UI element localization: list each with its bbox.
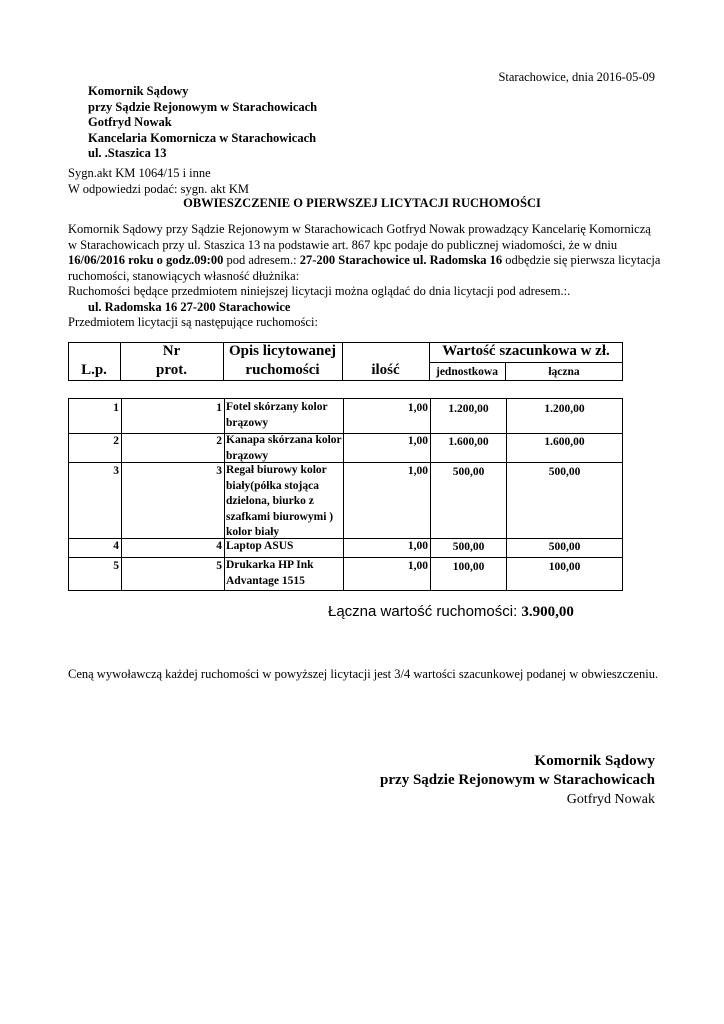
cell-lp: 3: [69, 462, 122, 538]
footer-line-2: przy Sądzie Rejonowym w Starachowicach: [380, 772, 655, 788]
cell-nr: 2: [122, 432, 225, 462]
cell-jednostkowa: 1.200,00: [431, 399, 507, 433]
document-date: Starachowice, dnia 2016-05-09: [498, 70, 655, 84]
body-line-4: ruchomości, stanowiących własność dłużnika:: [68, 268, 300, 283]
cell-opis: Fotel skórzany kolor brązowy: [225, 399, 344, 433]
cell-nr: 1: [122, 399, 225, 433]
total-value: [328, 603, 574, 621]
col-nr-header-bottom: prot.: [156, 362, 187, 378]
col-opis-header-top: Opis licytowanej: [228, 343, 337, 359]
cell-ilosc: 1,00: [344, 432, 431, 462]
body-line-1: Komornik Sądowy przy Sądzie Rejonowym w Starachowicach Gotfryd Nowak prowadzący Kancelarię Komorniczą: [68, 222, 651, 236]
reply-reference: W odpowiedzi podać: sygn. akt KM: [68, 181, 249, 196]
body-line-3-end: odbędzie się pierwsza licytacja: [502, 253, 661, 267]
cell-opis: Laptop ASUS: [225, 538, 344, 557]
bailiff-header: [88, 84, 317, 162]
col-jednostkowa-header: jednostkowa: [436, 366, 498, 378]
header-divider: [429, 362, 623, 363]
footer-line-3: Gotfryd Nowak: [566, 792, 655, 807]
case-reference: [68, 166, 249, 197]
body-line-3: [68, 253, 660, 269]
body-line-2: w Starachowicach przy ul. Staszica 13 na podstawie art. 867 kpc podaje do publicznej wiadomości, że w dniu: [68, 237, 618, 252]
cell-laczna: 100,00: [507, 557, 623, 590]
table-row: [68, 557, 623, 591]
cell-nr: 3: [122, 462, 225, 538]
body-line-3-mid: pod adresem.:: [223, 253, 300, 267]
col-laczna-header: łączna: [548, 366, 580, 378]
starting-price-note: Ceną wywoławczą każdej ruchomości w powyższej licytacji jest 3/4 wartości szacunkowej podanej w obwieszczeniu.: [68, 667, 659, 681]
body-line-7: Przedmiotem licytacji są następujące ruchomości:: [68, 315, 318, 329]
cell-lp: 2: [69, 432, 122, 462]
cell-jednostkowa: 1.600,00: [431, 432, 507, 462]
auction-address: 27-200 Starachowice ul. Radomska 16: [299, 253, 503, 267]
table-row: [68, 538, 623, 558]
cell-lp: 4: [69, 538, 122, 557]
footer-line-1: Komornik Sądowy: [534, 753, 655, 769]
col-ilosc-header: ilość: [371, 362, 400, 378]
cell-lp: 1: [69, 399, 122, 433]
signature-block: [380, 752, 655, 809]
cell-laczna: 1.600,00: [507, 432, 623, 462]
cell-ilosc: 1,00: [344, 462, 431, 538]
cell-nr: 5: [122, 557, 225, 590]
cell-ilosc: 1,00: [344, 557, 431, 590]
document-title: OBWIESZCZENIE O PIERWSZEJ LICYTACJI RUCHOMOŚCI: [183, 196, 541, 210]
cell-nr: 4: [122, 538, 225, 557]
viewing-address: ul. Radomska 16 27-200 Starachowice: [88, 299, 291, 314]
cell-laczna: 500,00: [507, 462, 623, 538]
header-line-4: Kancelaria Komornicza w Starachowicach: [88, 130, 317, 145]
header-line-3: Gotfryd Nowak: [88, 115, 172, 129]
cell-lp: 5: [69, 557, 122, 590]
cell-jednostkowa: 100,00: [431, 557, 507, 590]
table-row: [68, 462, 623, 539]
cell-laczna: 1.200,00: [507, 399, 623, 433]
table-row: [68, 398, 623, 434]
case-number: Sygn.akt KM 1064/15 i inne: [68, 166, 211, 180]
cell-laczna: 500,00: [507, 538, 623, 557]
cell-opis: Regał biurowy kolor biały(półka stojąca dzielona, biurko z szafkami biurowymi ) kolor biały: [225, 462, 344, 538]
cell-jednostkowa: 500,00: [431, 538, 507, 557]
body-text: [68, 222, 660, 331]
cell-ilosc: 1,00: [344, 399, 431, 433]
col-nr-header-top: Nr: [162, 343, 181, 359]
table-row: [68, 432, 623, 463]
header-line-5: ul. .Staszica 13: [88, 146, 167, 160]
header-line-1: Komornik Sądowy: [88, 84, 189, 98]
header-line-2: przy Sądzie Rejonowym w Starachowicach: [88, 99, 318, 114]
cell-opis: Kanapa skórzana kolor brązowy: [225, 432, 344, 462]
cell-ilosc: 1,00: [344, 538, 431, 557]
table-header: [68, 342, 622, 380]
auction-datetime: 16/06/2016 roku o godz.09:00: [68, 253, 224, 267]
col-lp-header: L.p.: [81, 362, 107, 378]
body-line-5: Ruchomości będące przedmiotem niniejszej licytacji można oglądać do dnia licytacji pod adresem.:.: [68, 284, 571, 298]
col-wartosc-header: Wartość szacunkowa w zł.: [442, 343, 610, 359]
col-opis-header-bottom: ruchomości: [245, 362, 320, 378]
cell-opis: Drukarka HP Ink Advantage 1515: [225, 557, 344, 590]
total-amount: 3.900,00: [521, 604, 574, 620]
total-label: Łączna wartość ruchomości:: [328, 603, 522, 620]
cell-jednostkowa: 500,00: [431, 462, 507, 538]
